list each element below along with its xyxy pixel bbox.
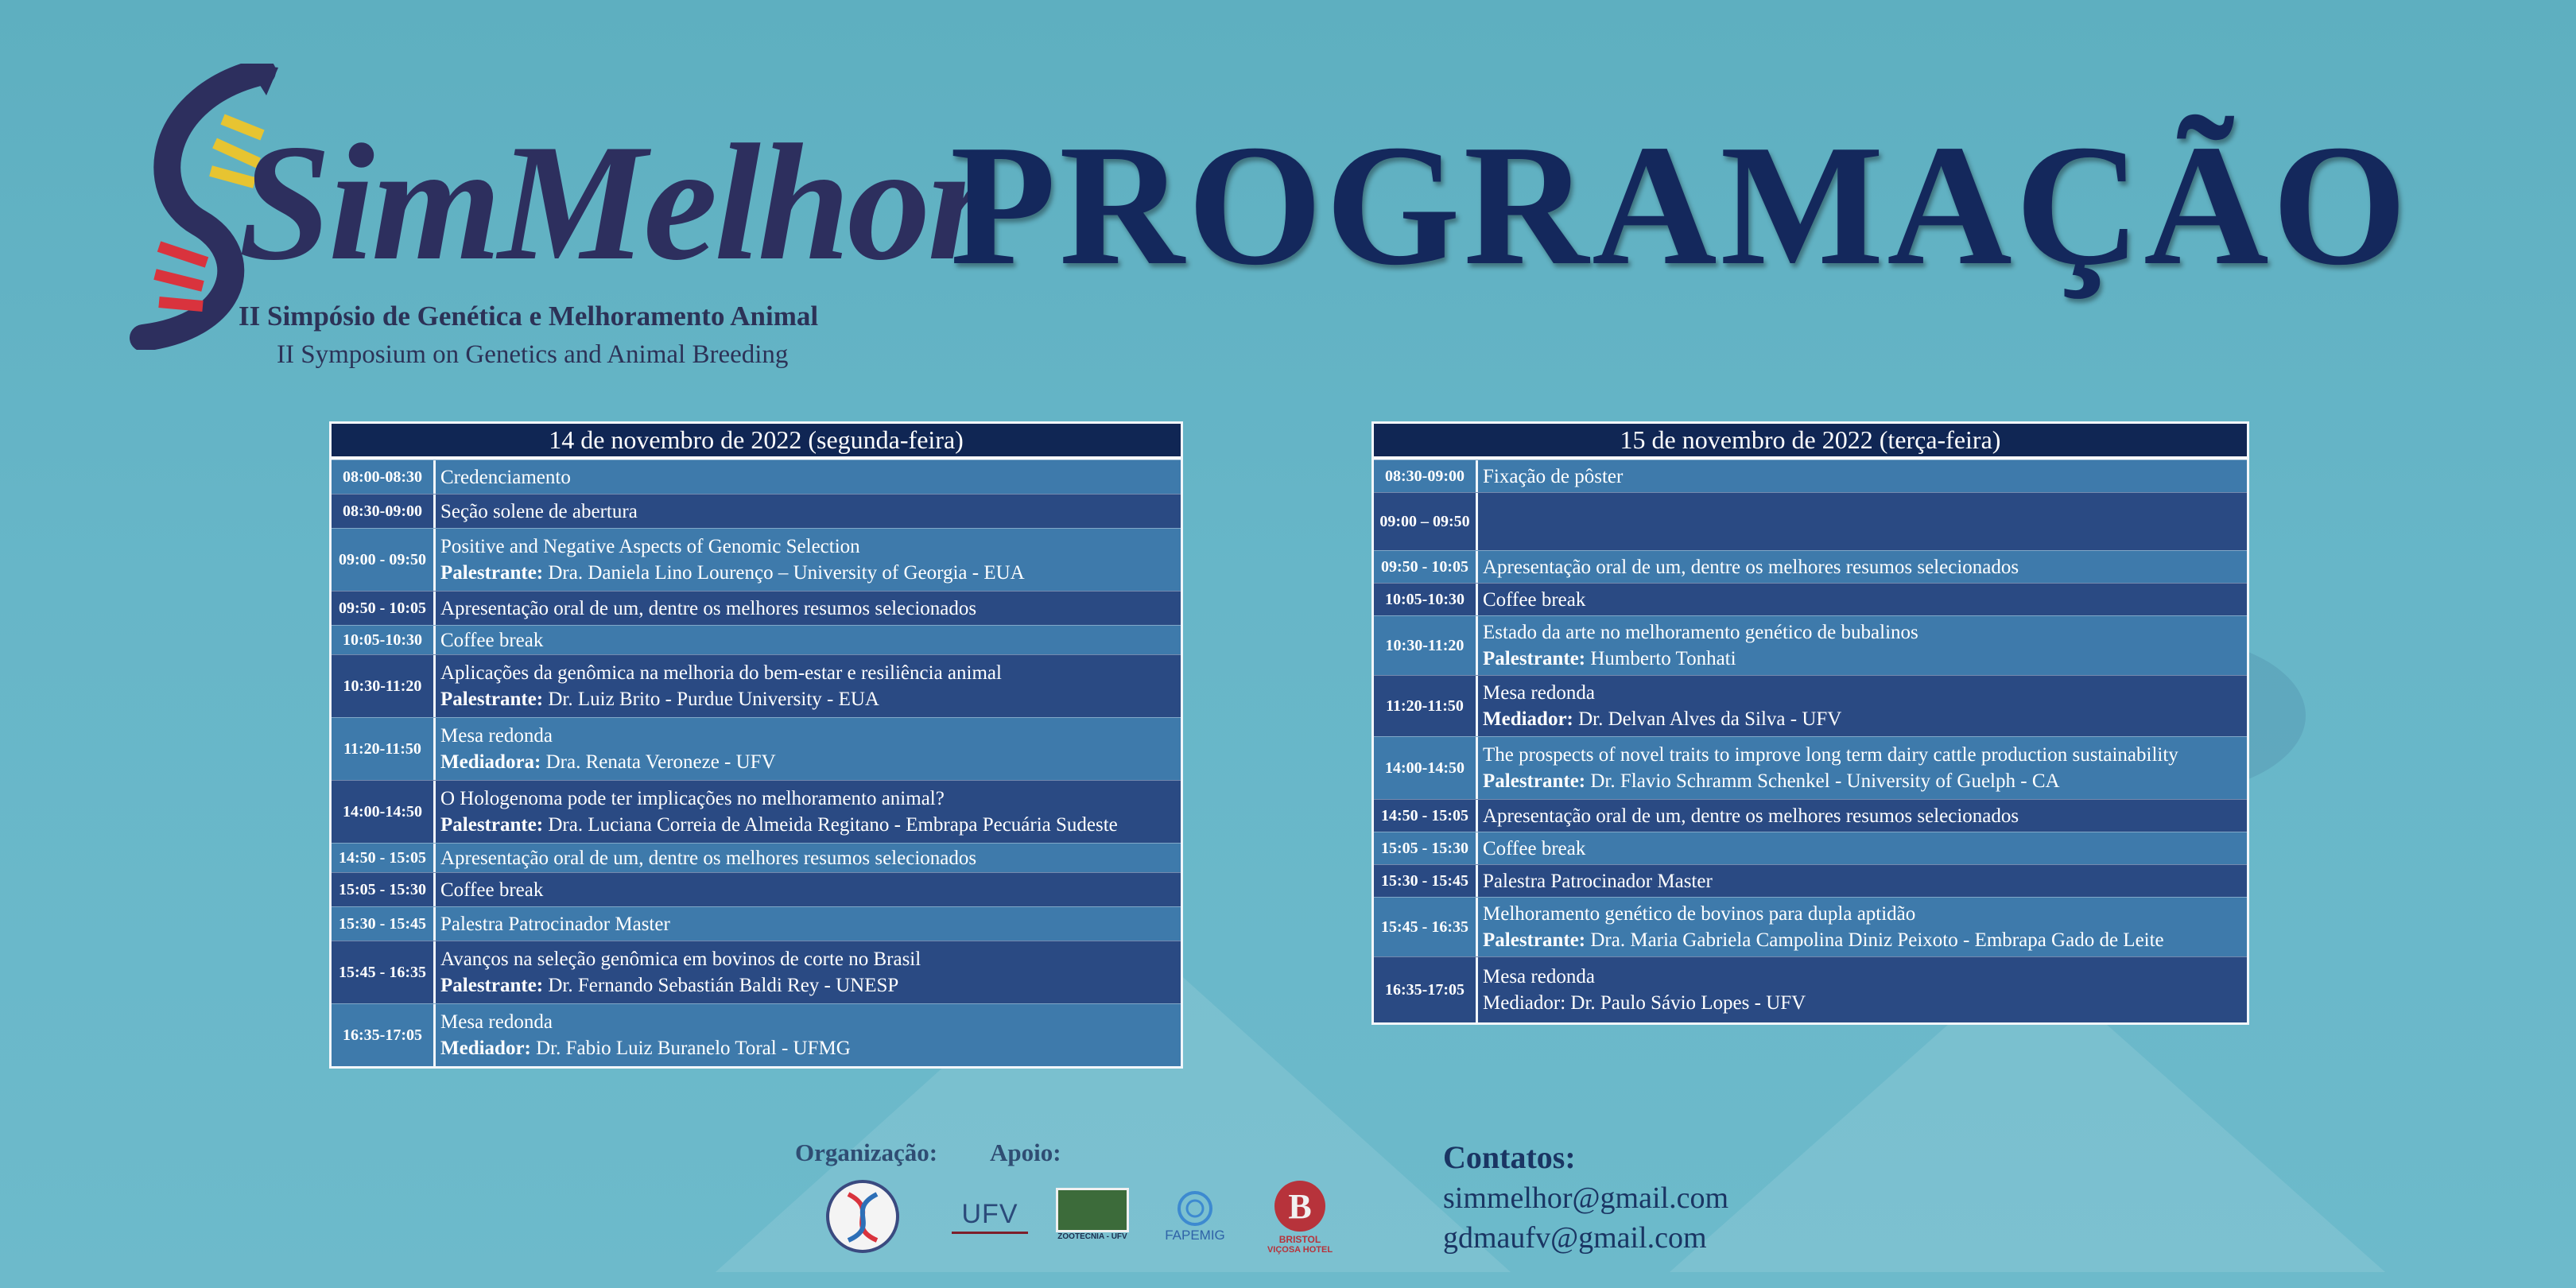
row-time: 11:20-11:50 <box>1374 676 1478 736</box>
row-description <box>436 655 1181 717</box>
row-title: Palestra Patrocinador Master <box>440 913 670 935</box>
row-title: Avanços na seleção genômica em bovinos de corte no Brasil <box>440 949 921 970</box>
row-time: 10:05-10:30 <box>332 626 436 654</box>
schedule-row <box>1374 492 2247 550</box>
schedule-day2-heading: 15 de novembro de 2022 (terça-feira) <box>1374 424 2247 460</box>
row-time: 09:00 - 09:50 <box>332 529 436 591</box>
row-title: O Hologenoma pode ter implicações no melhoramento animal? <box>440 788 945 809</box>
row-title: Seção solene de abertura <box>440 500 638 522</box>
schedule-row <box>332 654 1181 717</box>
row-time: 16:35-17:05 <box>332 1004 436 1066</box>
bristol-logo <box>1248 1173 1352 1260</box>
row-description <box>1478 616 2247 675</box>
contact-email-2[interactable]: gdmaufv@gmail.com <box>1443 1221 1707 1255</box>
gdma-logo <box>823 1177 902 1256</box>
schedule-row <box>332 625 1181 654</box>
row-time: 08:00-08:30 <box>332 460 436 494</box>
schedule-row <box>332 843 1181 872</box>
row-speaker-name: Dra. Maria Gabriela Campolina Diniz Peixoto - Embrapa Gado de Leite <box>1585 929 2164 951</box>
row-description <box>1478 584 2247 615</box>
row-time: 10:30-11:20 <box>332 655 436 717</box>
row-speaker <box>1483 646 2242 672</box>
schedule-row <box>332 1003 1181 1066</box>
row-description <box>436 592 1181 625</box>
schedule-row <box>1374 736 2247 799</box>
row-description <box>436 844 1181 872</box>
contacts-title: Contatos: <box>1443 1139 1576 1175</box>
row-title: Melhoramento genético de bovinos para dupla aptidão <box>1483 903 1916 925</box>
row-speaker-name: Dr. Luiz Brito - Purdue University - EUA <box>543 689 879 710</box>
row-speaker-role: Palestrante: <box>440 975 544 996</box>
bristol-subtext: VIÇOSA HOTEL <box>1267 1245 1333 1255</box>
row-description <box>436 1004 1181 1066</box>
row-title: Apresentação oral de um, dentre os melhores resumos selecionados <box>1483 805 2019 827</box>
row-title: Estado da arte no melhoramento genético de bubalinos <box>1483 622 1918 643</box>
row-description <box>436 495 1181 528</box>
row-speaker <box>440 686 1176 712</box>
row-speaker-role: Mediador: <box>1483 708 1573 730</box>
row-title: Credenciamento <box>440 466 571 488</box>
row-speaker-role: Palestrante: <box>440 814 544 836</box>
zootecnia-text: ZOOTECNIA - UFV <box>1057 1232 1127 1241</box>
schedule-row <box>332 528 1181 591</box>
row-description <box>436 718 1181 780</box>
row-time: 15:05 - 15:30 <box>1374 832 1478 864</box>
zootecnia-emblem-icon <box>1056 1188 1129 1232</box>
row-title: Coffee break <box>1483 837 1586 859</box>
logo-subtitle-en: II Symposium on Genetics and Animal Breeding <box>277 340 789 369</box>
row-speaker <box>440 749 1176 775</box>
row-speaker <box>440 560 1176 586</box>
row-description <box>1478 832 2247 864</box>
row-title: Mesa redonda <box>440 725 553 747</box>
fapemig-logo <box>1157 1185 1233 1248</box>
row-description <box>1478 898 2247 956</box>
row-speaker <box>1483 990 2242 1016</box>
schedule-row <box>1374 460 2247 492</box>
row-title: Apresentação oral de um, dentre os melhores resumos selecionados <box>1483 556 2019 578</box>
row-speaker-role: Palestrante: <box>1483 648 1586 669</box>
schedule-day2 <box>1371 421 2249 1025</box>
fapemig-emblem-icon <box>1171 1189 1219 1228</box>
row-description <box>1478 800 2247 832</box>
logo-wordmark: SimMelhor <box>239 111 990 295</box>
row-speaker-name: Dra. Luciana Correia de Almeida Regitano - Embrapa Pecuária Sudeste <box>543 814 1118 836</box>
row-speaker-name: Dra. Daniela Lino Lourenço – University of Georgia - EUA <box>543 562 1025 584</box>
row-time: 14:00-14:50 <box>1374 737 1478 799</box>
schedule-row <box>1374 832 2247 864</box>
schedule-day1 <box>329 421 1183 1069</box>
row-time: 15:05 - 15:30 <box>332 873 436 906</box>
schedule-day1-heading: 14 de novembro de 2022 (segunda-feira) <box>332 424 1181 460</box>
row-speaker <box>1483 706 2242 732</box>
row-title: Fixação de pôster <box>1483 465 1624 487</box>
page-title: PROGRAMAÇÃO <box>950 110 2411 301</box>
row-title: Coffee break <box>1483 588 1586 611</box>
schedule-row <box>1374 897 2247 956</box>
support-label: Apoio: <box>990 1139 1061 1166</box>
svg-text:B: B <box>1288 1187 1312 1226</box>
row-speaker <box>1483 768 2242 794</box>
row-title: Aplicações da genômica na melhoria do bem-estar e resiliência animal <box>440 662 1002 684</box>
schedule-row <box>1374 956 2247 1022</box>
schedule-row <box>332 494 1181 528</box>
row-description <box>436 941 1181 1003</box>
schedule-row <box>332 780 1181 843</box>
row-title: Apresentação oral de um, dentre os melhores resumos selecionados <box>440 597 977 619</box>
row-time: 14:50 - 15:05 <box>1374 800 1478 832</box>
row-description <box>1478 551 2247 583</box>
row-time: 16:35-17:05 <box>1374 957 1478 1022</box>
row-speaker-name: Dr. Delvan Alves da Silva - UFV <box>1573 708 1842 730</box>
row-title: Mesa redonda <box>1483 682 1595 704</box>
ufv-text: UFV <box>961 1199 1018 1229</box>
schedule-row <box>332 906 1181 941</box>
schedule-day1-rows <box>332 460 1181 1066</box>
row-description <box>436 529 1181 591</box>
row-title: Apresentação oral de um, dentre os melhores resumos selecionados <box>440 847 977 869</box>
row-description <box>436 626 1181 654</box>
row-time: 15:30 - 15:45 <box>1374 865 1478 897</box>
row-title: Palestra Patrocinador Master <box>1483 870 1713 892</box>
row-description <box>1478 737 2247 799</box>
row-speaker <box>440 1035 1176 1061</box>
row-time: 08:30-09:00 <box>332 495 436 528</box>
row-title: Positive and Negative Aspects of Genomic Selection <box>440 536 860 557</box>
schedule-row <box>1374 864 2247 897</box>
row-time: 09:50 - 10:05 <box>1374 551 1478 583</box>
organization-label: Organização: <box>795 1139 938 1166</box>
row-description <box>436 781 1181 843</box>
row-speaker-name: Mediador: Dr. Paulo Sávio Lopes - UFV <box>1483 992 1806 1014</box>
row-speaker-role: Mediador: <box>440 1038 531 1059</box>
row-title: Mesa redonda <box>1483 966 1595 987</box>
schedule-row <box>332 872 1181 906</box>
row-speaker-name: Dr. Flavio Schramm Schenkel - University of Guelph - CA <box>1585 770 2060 792</box>
row-description <box>1478 493 2247 550</box>
row-time: 14:00-14:50 <box>332 781 436 843</box>
row-speaker-name: Dra. Renata Veroneze - UFV <box>541 751 776 773</box>
row-time: 15:45 - 16:35 <box>1374 898 1478 956</box>
schedule-row <box>1374 799 2247 832</box>
row-time: 10:30-11:20 <box>1374 616 1478 675</box>
row-speaker-role: Palestrante: <box>440 562 544 584</box>
row-description <box>436 873 1181 906</box>
row-speaker-role: Mediadora: <box>440 751 541 773</box>
row-description <box>1478 460 2247 492</box>
row-title: Coffee break <box>440 629 544 651</box>
row-description <box>1478 957 2247 1022</box>
row-speaker <box>440 812 1176 838</box>
schedule-row <box>1374 550 2247 583</box>
row-speaker-role: Palestrante: <box>1483 929 1586 951</box>
row-time: 15:30 - 15:45 <box>332 907 436 941</box>
zootecnia-logo <box>1056 1186 1129 1242</box>
bristol-text: BRISTOL <box>1278 1234 1321 1245</box>
bristol-emblem-icon <box>1272 1178 1328 1234</box>
row-description <box>1478 676 2247 736</box>
schedule-row <box>332 591 1181 625</box>
row-title: The prospects of novel traits to improve long term dairy cattle production sustainability <box>1483 744 2178 766</box>
row-time: 09:00 – 09:50 <box>1374 493 1478 550</box>
row-title: Mesa redonda <box>440 1011 553 1033</box>
schedule-row <box>332 717 1181 780</box>
row-description <box>436 460 1181 494</box>
schedule-row <box>1374 675 2247 736</box>
row-time: 10:05-10:30 <box>1374 584 1478 615</box>
gdma-emblem-icon <box>824 1178 901 1255</box>
row-speaker-name: Dr. Fabio Luiz Buranelo Toral - UFMG <box>530 1038 851 1059</box>
schedule-day2-rows <box>1374 460 2247 1022</box>
logo-subtitle-pt: II Simpósio de Genética e Melhoramento Animal <box>239 301 819 332</box>
row-speaker-role: Palestrante: <box>1483 770 1586 792</box>
row-time: 14:50 - 15:05 <box>332 844 436 872</box>
schedule-row <box>332 941 1181 1003</box>
ufv-logo <box>950 1193 1030 1240</box>
schedule-row <box>1374 583 2247 615</box>
row-speaker <box>440 972 1176 999</box>
row-speaker-role: Palestrante: <box>440 689 544 710</box>
row-time: 11:20-11:50 <box>332 718 436 780</box>
row-time: 15:45 - 16:35 <box>332 941 436 1003</box>
contact-email-1[interactable]: simmelhor@gmail.com <box>1443 1181 1728 1215</box>
row-speaker <box>1483 927 2242 953</box>
row-description <box>436 907 1181 941</box>
row-speaker-name: Dr. Fernando Sebastián Baldi Rey - UNESP <box>543 975 899 996</box>
row-time: 09:50 - 10:05 <box>332 592 436 625</box>
schedule-row <box>332 460 1181 494</box>
row-speaker-name: Humberto Tonhati <box>1585 648 1736 669</box>
schedule-row <box>1374 615 2247 675</box>
row-time: 08:30-09:00 <box>1374 460 1478 492</box>
row-description <box>1478 865 2247 897</box>
fapemig-text: FAPEMIG <box>1165 1228 1225 1243</box>
row-title: Coffee break <box>440 879 544 901</box>
